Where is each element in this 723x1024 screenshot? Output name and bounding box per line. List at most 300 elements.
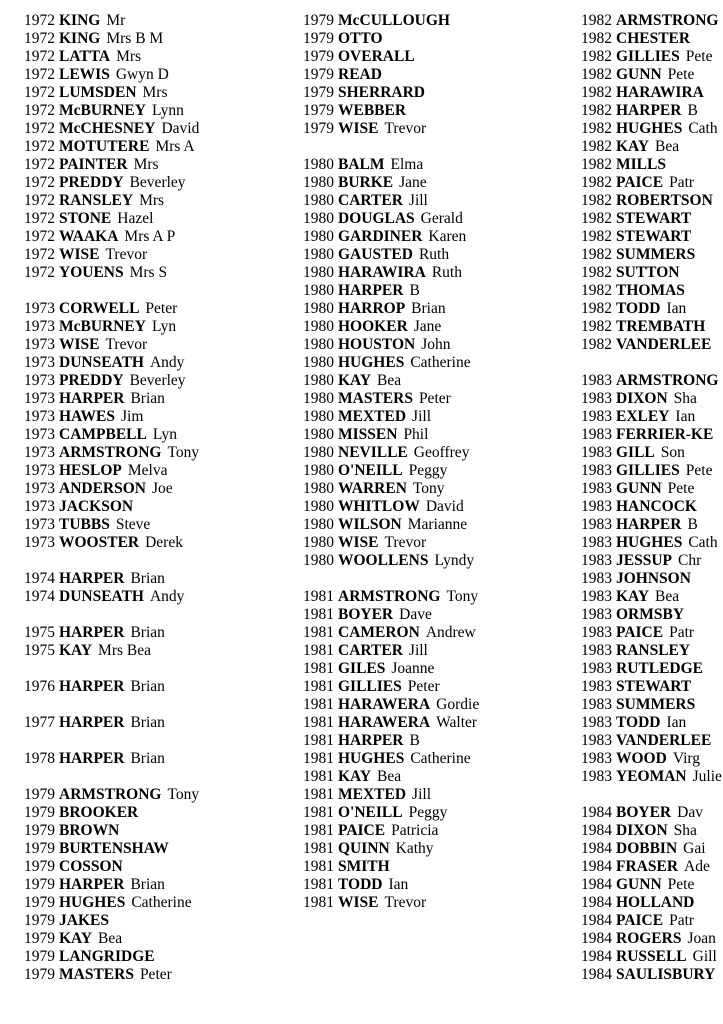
entry-surname: GUNN: [616, 480, 662, 497]
entry-year: 1983: [581, 552, 612, 569]
entry-surname: OVERALL: [338, 48, 415, 65]
entry-surname: HARPER: [338, 282, 404, 299]
list-item: [303, 210, 479, 228]
list-item: [24, 858, 199, 876]
list-item: [303, 444, 479, 462]
list-item: [24, 66, 199, 84]
entry-year: 1980: [303, 534, 334, 551]
entry-year: 1972: [24, 120, 55, 137]
entry-given-name: Jim: [121, 408, 144, 425]
entry-year: 1979: [24, 966, 55, 983]
entry-given-name: Catherine: [131, 894, 192, 911]
entry-surname: LEWIS: [59, 66, 110, 83]
entry-year: 1982: [581, 282, 612, 299]
list-item: [303, 624, 479, 642]
entry-year: 1982: [581, 264, 612, 281]
entry-given-name: Andrew: [425, 624, 476, 641]
entry-year: 1983: [581, 408, 612, 425]
list-item: [303, 30, 479, 48]
entry-surname: DIXON: [616, 390, 668, 407]
entry-surname: ARMSTRONG: [616, 372, 719, 389]
list-item: [24, 12, 199, 30]
entry-year: 1973: [24, 516, 55, 533]
entry-year: 1973: [24, 534, 55, 551]
entry-year: 1981: [303, 894, 334, 911]
entry-given-name: David: [161, 120, 200, 137]
entry-surname: HUGHES: [616, 534, 683, 551]
entry-surname: GILLIES: [616, 48, 680, 65]
entry-surname: WILSON: [338, 516, 402, 533]
entry-surname: CHESTER: [616, 30, 691, 47]
list-item: [24, 174, 199, 192]
entry-given-name: John: [421, 336, 451, 353]
entry-given-name: Lyn: [151, 318, 177, 335]
entry-surname: BALM: [338, 156, 385, 173]
entry-surname: HARAWERA: [338, 714, 431, 731]
list-item: [303, 228, 479, 246]
entry-surname: PAICE: [616, 912, 664, 929]
entry-surname: QUINN: [338, 840, 390, 857]
list-item: [24, 138, 199, 156]
entry-year: 1979: [24, 894, 55, 911]
entry-surname: HARPER: [59, 570, 125, 587]
entry-year: 1983: [581, 588, 612, 605]
entry-year: 1980: [303, 336, 334, 353]
entry-year: 1979: [24, 912, 55, 929]
list-item: [24, 426, 199, 444]
entry-surname: COSSON: [59, 858, 123, 875]
entry-given-name: Jane: [413, 318, 442, 335]
list-item: [24, 930, 199, 948]
entry-year: 1982: [581, 174, 612, 191]
entry-surname: HARAWIRA: [616, 84, 704, 101]
list-item: [581, 840, 723, 858]
entry-year: 1979: [303, 30, 334, 47]
entry-year: 1983: [581, 480, 612, 497]
entry-year: 1981: [303, 786, 334, 803]
entry-year: 1980: [303, 408, 334, 425]
list-item: [303, 102, 479, 120]
list-item: [303, 66, 479, 84]
entry-surname: MEXTED: [338, 408, 407, 425]
list-item: [303, 660, 479, 678]
entry-given-name: Catherine: [410, 354, 471, 371]
entry-year: 1981: [303, 732, 334, 749]
entry-year: 1973: [24, 318, 55, 335]
entry-year: 1979: [303, 102, 334, 119]
entry-surname: ARMSTRONG: [59, 444, 162, 461]
entry-given-name: Dav: [677, 804, 703, 821]
entry-given-name: Lynn: [151, 102, 184, 119]
list-item: [303, 840, 479, 858]
entry-year: 1983: [581, 606, 612, 623]
list-item: [24, 156, 199, 174]
entry-year: 1981: [303, 804, 334, 821]
column-2: [303, 12, 479, 912]
entry-year: 1973: [24, 390, 55, 407]
entry-year: 1979: [24, 930, 55, 947]
list-item: [581, 858, 723, 876]
entry-surname: HARPER: [59, 390, 125, 407]
entry-year: 1982: [581, 120, 612, 137]
entry-surname: READ: [338, 66, 382, 83]
entry-year: 1974: [24, 570, 55, 587]
entry-surname: HANCOCK: [616, 498, 697, 515]
list-item: [581, 264, 723, 282]
entry-year: 1980: [303, 390, 334, 407]
entry-surname: WEBBER: [338, 102, 407, 119]
list-item: [24, 84, 199, 102]
entry-surname: DIXON: [616, 822, 668, 839]
entry-surname: KAY: [616, 588, 650, 605]
entry-given-name: Kathy: [395, 840, 434, 857]
entry-surname: MISSEN: [338, 426, 398, 443]
entry-surname: WOOD: [616, 750, 667, 767]
entry-given-name: Dave: [399, 606, 432, 623]
entry-year: 1981: [303, 876, 334, 893]
entry-surname: DOBBIN: [616, 840, 678, 857]
entry-surname: DUNSEATH: [59, 354, 144, 371]
entry-surname: FRASER: [616, 858, 679, 875]
entry-surname: THOMAS: [616, 282, 685, 299]
entry-surname: VANDERLEE: [616, 732, 712, 749]
list-item: [303, 516, 479, 534]
entry-surname: JAKES: [59, 912, 109, 929]
entry-year: 1979: [24, 948, 55, 965]
entry-given-name: Brian: [130, 876, 165, 893]
entry-given-name: Brian: [130, 714, 165, 731]
entry-given-name: Chr: [678, 552, 702, 569]
entry-given-name: Jill: [412, 786, 431, 803]
entry-year: 1981: [303, 606, 334, 623]
entry-year: 1982: [581, 66, 612, 83]
entry-surname: SHERRARD: [338, 84, 425, 101]
list-item: [581, 606, 723, 624]
entry-year: 1973: [24, 354, 55, 371]
entry-year: 1983: [581, 750, 612, 767]
list-item: [303, 264, 479, 282]
list-item: [24, 264, 199, 282]
entry-year: 1977: [24, 714, 55, 731]
list-item: [24, 246, 199, 264]
entry-given-name: Bea: [377, 768, 402, 785]
entry-year: 1973: [24, 372, 55, 389]
entry-year: 1982: [581, 138, 612, 155]
entry-year: 1983: [581, 462, 612, 479]
entry-surname: HARROP: [338, 300, 406, 317]
entry-given-name: Mr: [106, 12, 126, 29]
list-item: [303, 750, 479, 768]
list-item: [24, 966, 199, 984]
entry-given-name: Pete: [667, 66, 695, 83]
entry-given-name: Patr: [669, 912, 695, 929]
entry-given-name: Gerald: [420, 210, 463, 227]
entry-year: 1973: [24, 444, 55, 461]
entry-given-name: Catherine: [410, 750, 471, 767]
entry-surname: KING: [59, 12, 101, 29]
entry-year: 1975: [24, 642, 55, 659]
list-item: [24, 840, 199, 858]
list-item: [581, 300, 723, 318]
list-item: [303, 768, 479, 786]
list-item: [303, 588, 479, 606]
list-item: [581, 192, 723, 210]
list-item: [581, 498, 723, 516]
entry-given-name: Tony: [167, 786, 200, 803]
entry-given-name: Brian: [130, 390, 165, 407]
entry-given-name: Mrs S: [129, 264, 168, 281]
entry-given-name: Joanne: [391, 660, 435, 677]
list-item: [24, 642, 199, 660]
list-item: [581, 588, 723, 606]
entry-given-name: Peggy: [408, 804, 448, 821]
entry-given-name: Trevor: [384, 894, 427, 911]
entry-given-name: Ruth: [431, 264, 462, 281]
list-item: [24, 192, 199, 210]
entry-surname: HARPER: [59, 714, 125, 731]
entry-year: 1982: [581, 192, 612, 209]
entry-year: 1984: [581, 912, 612, 929]
list-item: [581, 462, 723, 480]
entry-given-name: Jane: [399, 174, 427, 191]
entry-given-name: Beverley: [129, 174, 186, 191]
list-item: [24, 354, 199, 372]
list-item: [303, 174, 479, 192]
entry-given-name: Beverley: [129, 372, 186, 389]
list-item: [581, 948, 723, 966]
list-item: [581, 696, 723, 714]
list-item: [581, 660, 723, 678]
list-item: [24, 876, 199, 894]
list-item: [303, 120, 479, 138]
list-item: [24, 588, 199, 606]
entry-year: 1980: [303, 192, 334, 209]
section-gap: [303, 138, 479, 156]
entry-given-name: Trevor: [105, 246, 148, 263]
entry-surname: LANGRIDGE: [59, 948, 155, 965]
entry-year: 1979: [24, 840, 55, 857]
entry-given-name: Ian: [675, 408, 696, 425]
section-gap: [24, 732, 199, 750]
entry-year: 1979: [303, 12, 334, 29]
entry-year: 1980: [303, 282, 334, 299]
list-item: [581, 336, 723, 354]
list-item: [303, 480, 479, 498]
list-item: [303, 894, 479, 912]
entry-surname: STEWART: [616, 678, 692, 695]
entry-given-name: Walter: [436, 714, 478, 731]
list-item: [581, 534, 723, 552]
entry-surname: LUMSDEN: [59, 84, 137, 101]
entry-year: 1982: [581, 84, 612, 101]
list-item: [24, 678, 199, 696]
entry-given-name: Ade: [684, 858, 710, 875]
entry-year: 1975: [24, 624, 55, 641]
entry-year: 1980: [303, 210, 334, 227]
entry-given-name: Tony: [167, 444, 200, 461]
list-item: [24, 480, 199, 498]
entry-surname: GILES: [338, 660, 386, 677]
list-item: [303, 732, 479, 750]
entry-year: 1983: [581, 498, 612, 515]
section-gap: [303, 570, 479, 588]
list-item: [581, 480, 723, 498]
list-item: [581, 732, 723, 750]
entry-year: 1979: [303, 84, 334, 101]
entry-given-name: Ruth: [418, 246, 450, 263]
entry-given-name: Lyndy: [434, 552, 475, 569]
list-item: [581, 138, 723, 156]
entry-given-name: Peggy: [408, 462, 448, 479]
entry-year: 1980: [303, 516, 334, 533]
entry-surname: PREDDY: [59, 174, 124, 191]
entry-surname: WISE: [338, 120, 379, 137]
list-item: [581, 174, 723, 192]
entry-given-name: Tony: [412, 480, 445, 497]
list-item: [24, 210, 199, 228]
entry-given-name: Phil: [403, 426, 429, 443]
entry-year: 1984: [581, 966, 612, 983]
entry-surname: YOUENS: [59, 264, 124, 281]
entry-given-name: Trevor: [105, 336, 148, 353]
list-item: [581, 282, 723, 300]
entry-surname: BURKE: [338, 174, 394, 191]
entry-year: 1979: [24, 858, 55, 875]
entry-surname: RUSSELL: [616, 948, 687, 965]
entry-surname: HUGHES: [59, 894, 126, 911]
list-item: [24, 318, 199, 336]
entry-surname: DOUGLAS: [338, 210, 415, 227]
entry-surname: HOUSTON: [338, 336, 416, 353]
list-item: [24, 372, 199, 390]
entry-given-name: Brian: [130, 570, 165, 587]
entry-surname: PAICE: [616, 174, 664, 191]
entry-year: 1972: [24, 156, 55, 173]
entry-year: 1973: [24, 408, 55, 425]
entry-surname: KAY: [616, 138, 650, 155]
entry-surname: OTTO: [338, 30, 383, 47]
list-item: [303, 354, 479, 372]
entry-year: 1983: [581, 768, 612, 785]
entry-surname: GILL: [616, 444, 655, 461]
entry-surname: NEVILLE: [338, 444, 408, 461]
entry-year: 1981: [303, 642, 334, 659]
entry-year: 1982: [581, 246, 612, 263]
list-item: [24, 804, 199, 822]
list-item: [303, 300, 479, 318]
entry-year: 1980: [303, 498, 334, 515]
entry-given-name: Lyn: [152, 426, 177, 443]
entry-year: 1982: [581, 156, 612, 173]
entry-given-name: Hazel: [117, 210, 154, 227]
entry-given-name: Bea: [655, 138, 680, 155]
section-gap: [24, 768, 199, 786]
list-item: [303, 642, 479, 660]
list-item: [303, 786, 479, 804]
list-item: [24, 300, 199, 318]
entry-year: 1973: [24, 336, 55, 353]
list-item: [303, 318, 479, 336]
entry-surname: PAICE: [338, 822, 386, 839]
list-item: [24, 498, 199, 516]
list-item: [303, 606, 479, 624]
entry-given-name: Bea: [98, 930, 123, 947]
entry-surname: TODD: [616, 714, 661, 731]
entry-surname: HARAWERA: [338, 696, 431, 713]
list-item: [581, 444, 723, 462]
entry-surname: HARPER: [59, 750, 125, 767]
entry-given-name: Andy: [149, 354, 185, 371]
list-item: [581, 372, 723, 390]
entry-surname: MOTUTERE: [59, 138, 150, 155]
entry-year: 1979: [303, 48, 334, 65]
list-item: [581, 678, 723, 696]
entry-year: 1980: [303, 300, 334, 317]
list-item: [24, 894, 199, 912]
list-item: [24, 228, 199, 246]
entry-year: 1984: [581, 894, 612, 911]
list-item: [581, 516, 723, 534]
entry-surname: HOOKER: [338, 318, 408, 335]
entry-year: 1981: [303, 714, 334, 731]
entry-surname: HUGHES: [338, 750, 405, 767]
entry-surname: PAINTER: [59, 156, 128, 173]
entry-year: 1982: [581, 318, 612, 335]
entry-given-name: Andy: [149, 588, 185, 605]
entry-year: 1982: [581, 210, 612, 227]
entry-surname: ARMSTRONG: [59, 786, 162, 803]
entry-given-name: Cath: [688, 120, 718, 137]
entry-given-name: Mrs: [139, 192, 165, 209]
list-item: [24, 336, 199, 354]
entry-surname: JESSUP: [616, 552, 672, 569]
list-item: [24, 750, 199, 768]
entry-surname: WAAKA: [59, 228, 119, 245]
entry-surname: O'NEILL: [338, 462, 403, 479]
list-item: [581, 642, 723, 660]
entry-year: 1984: [581, 822, 612, 839]
entry-given-name: Derek: [145, 534, 183, 551]
entry-year: 1981: [303, 768, 334, 785]
entry-surname: PREDDY: [59, 372, 124, 389]
entry-surname: KING: [59, 30, 101, 47]
list-item: [581, 804, 723, 822]
list-item: [581, 750, 723, 768]
entry-surname: BOYER: [338, 606, 394, 623]
entry-given-name: Sha: [673, 822, 697, 839]
list-item: [303, 426, 479, 444]
list-item: [581, 228, 723, 246]
section-gap: [24, 696, 199, 714]
entry-given-name: B: [409, 282, 420, 299]
entry-given-name: Bea: [655, 588, 680, 605]
entry-surname: BURTENSHAW: [59, 840, 169, 857]
entry-surname: WHITLOW: [338, 498, 420, 515]
entry-surname: EXLEY: [616, 408, 670, 425]
entry-surname: CAMERON: [338, 624, 420, 641]
entry-year: 1984: [581, 948, 612, 965]
entry-surname: HUGHES: [616, 120, 683, 137]
entry-surname: O'NEILL: [338, 804, 403, 821]
entry-given-name: Pete: [667, 876, 695, 893]
entry-year: 1982: [581, 336, 612, 353]
entry-surname: HAWES: [59, 408, 115, 425]
entry-surname: CARTER: [338, 192, 403, 209]
entry-surname: BOYER: [616, 804, 672, 821]
entry-surname: MEXTED: [338, 786, 407, 803]
entry-surname: KAY: [338, 768, 372, 785]
entry-year: 1979: [303, 120, 334, 137]
